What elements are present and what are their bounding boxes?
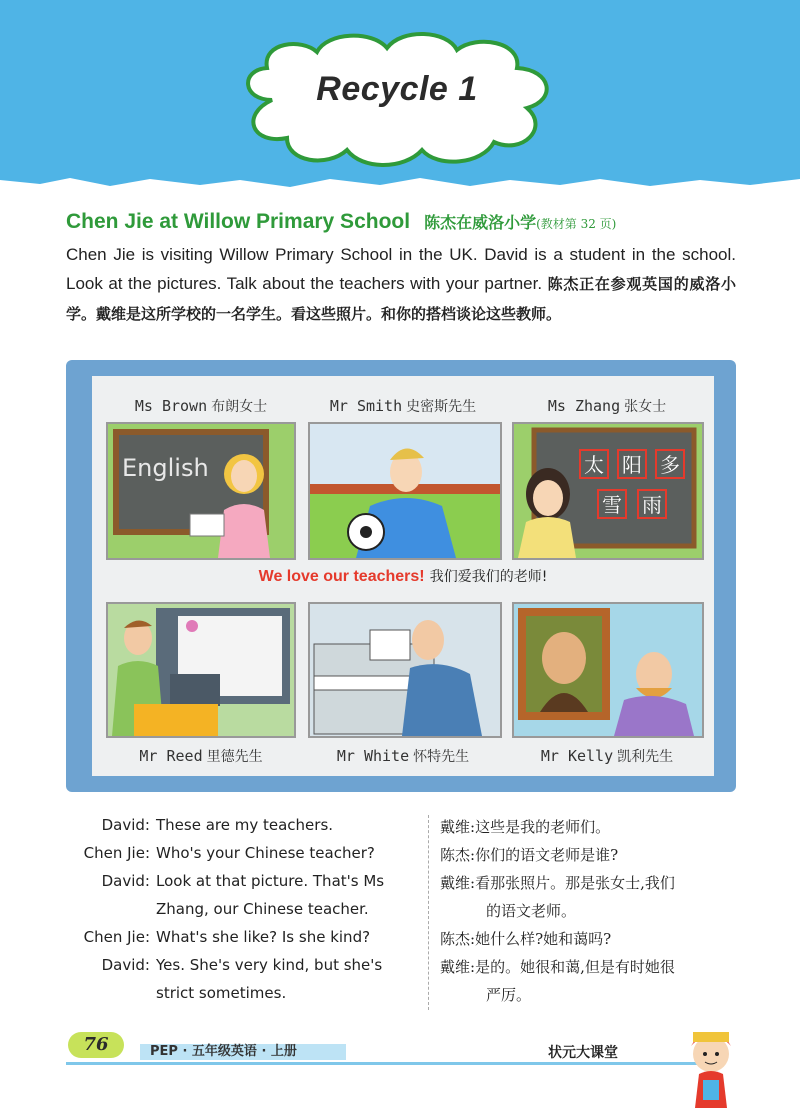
section-title-zh: 陈杰在威洛小学 [424,213,537,232]
picture-mr-kelly [512,602,704,738]
dialogue-line: Chen Jie: What's she like? Is she kind? [83,928,371,946]
picture-mr-smith [308,422,502,560]
hanzi-tai: 太 [584,453,604,477]
dialogue-line: David: Yes. She's very kind, but she's [101,956,383,974]
teacher-name-mr-reed: Mr Reed 里德先生 [139,747,263,765]
hanzi-duo: 多 [660,453,680,477]
picture-ms-brown [106,422,296,560]
music-teacher-illustration [310,604,500,736]
teacher-name-ms-brown: Ms Brown 布朗女士 [134,397,268,415]
slogan [92,566,714,586]
dialogue-line-zh: 的语文老师。 [486,902,577,920]
page-title: Recycle 1 [316,70,478,108]
board-text: English [122,454,209,482]
slogan-en: We love our teachers! [258,568,425,585]
computer-teacher-illustration [108,604,294,736]
intro-paragraph [66,240,736,329]
teacher-name-mr-smith: Mr Smith 史密斯先生 [329,397,477,415]
picture-ms-zhang [512,422,704,560]
picture-mr-white [308,602,502,738]
dialogue-line-zh: 严厉。 [486,986,532,1004]
mascot-icon [683,1028,739,1108]
section-title-en: Chen Jie at Willow Primary School [66,210,411,233]
dialogue-line: David: Look at that picture. That's Ms [101,872,385,890]
section-heading [66,210,616,234]
pe-teacher-illustration [310,424,500,558]
hanzi-yang: 阳 [622,453,642,477]
teacher-name-ms-zhang: Ms Zhang 张女士 [547,397,667,415]
art-teacher-illustration [514,604,702,736]
intro-zh: 陈杰正在参观英国的威洛小学。戴维是这所学校的一名学生。看这些照片。和你的搭档谈论这些教师。 [66,275,736,323]
hanzi-xue: 雪 [602,493,622,517]
picture-mr-reed [106,602,296,738]
english-teacher-illustration [108,424,294,558]
teacher-name-mr-kelly: Mr Kelly 凯利先生 [540,747,674,765]
dialogue-line-zh: 陈杰:她什么样?她和蔼吗? [440,930,612,948]
chinese-teacher-illustration [514,424,702,558]
dialogue-line-zh: 戴维:看那张照片。那是张女士,我们 [440,874,675,892]
dialogue-line-zh: 戴维:是的。她很和蔼,但是有时她很 [440,958,675,976]
dialogue-line-zh: 陈杰:你们的语文老师是谁? [440,846,619,864]
slogan-zh: 我们爱我们的老师! [429,569,548,585]
dialogue-line: David: These are my teachers. [101,816,334,834]
torn-paper-edge [0,170,800,188]
footer-rule [66,1062,702,1065]
dialogue-line: Zhang, our Chinese teacher. [156,900,369,918]
publisher-name: 状元大课堂 [548,1045,618,1061]
page-header-banner [0,0,800,188]
dialogue-line: strict sometimes. [156,984,287,1002]
intro-en: Chen Jie is visiting Willow Primary School in the UK. David is a student in the school. Look at the pictures. Talk about the teachers with your partner. [66,245,736,293]
page-number: 76 [68,1032,124,1058]
teacher-name-mr-white: Mr White 怀特先生 [336,747,470,765]
dialogue-line-zh: 戴维:这些是我的老师们。 [440,818,611,836]
dialogue-divider [428,815,429,1010]
hanzi-yu: 雨 [642,493,662,517]
dialogue-line: Chen Jie: Who's your Chinese teacher? [83,844,375,862]
book-title: PEP · 五年级英语 · 上册 [140,1044,346,1060]
textbook-page-ref: (教材第 32 页) [536,217,617,231]
